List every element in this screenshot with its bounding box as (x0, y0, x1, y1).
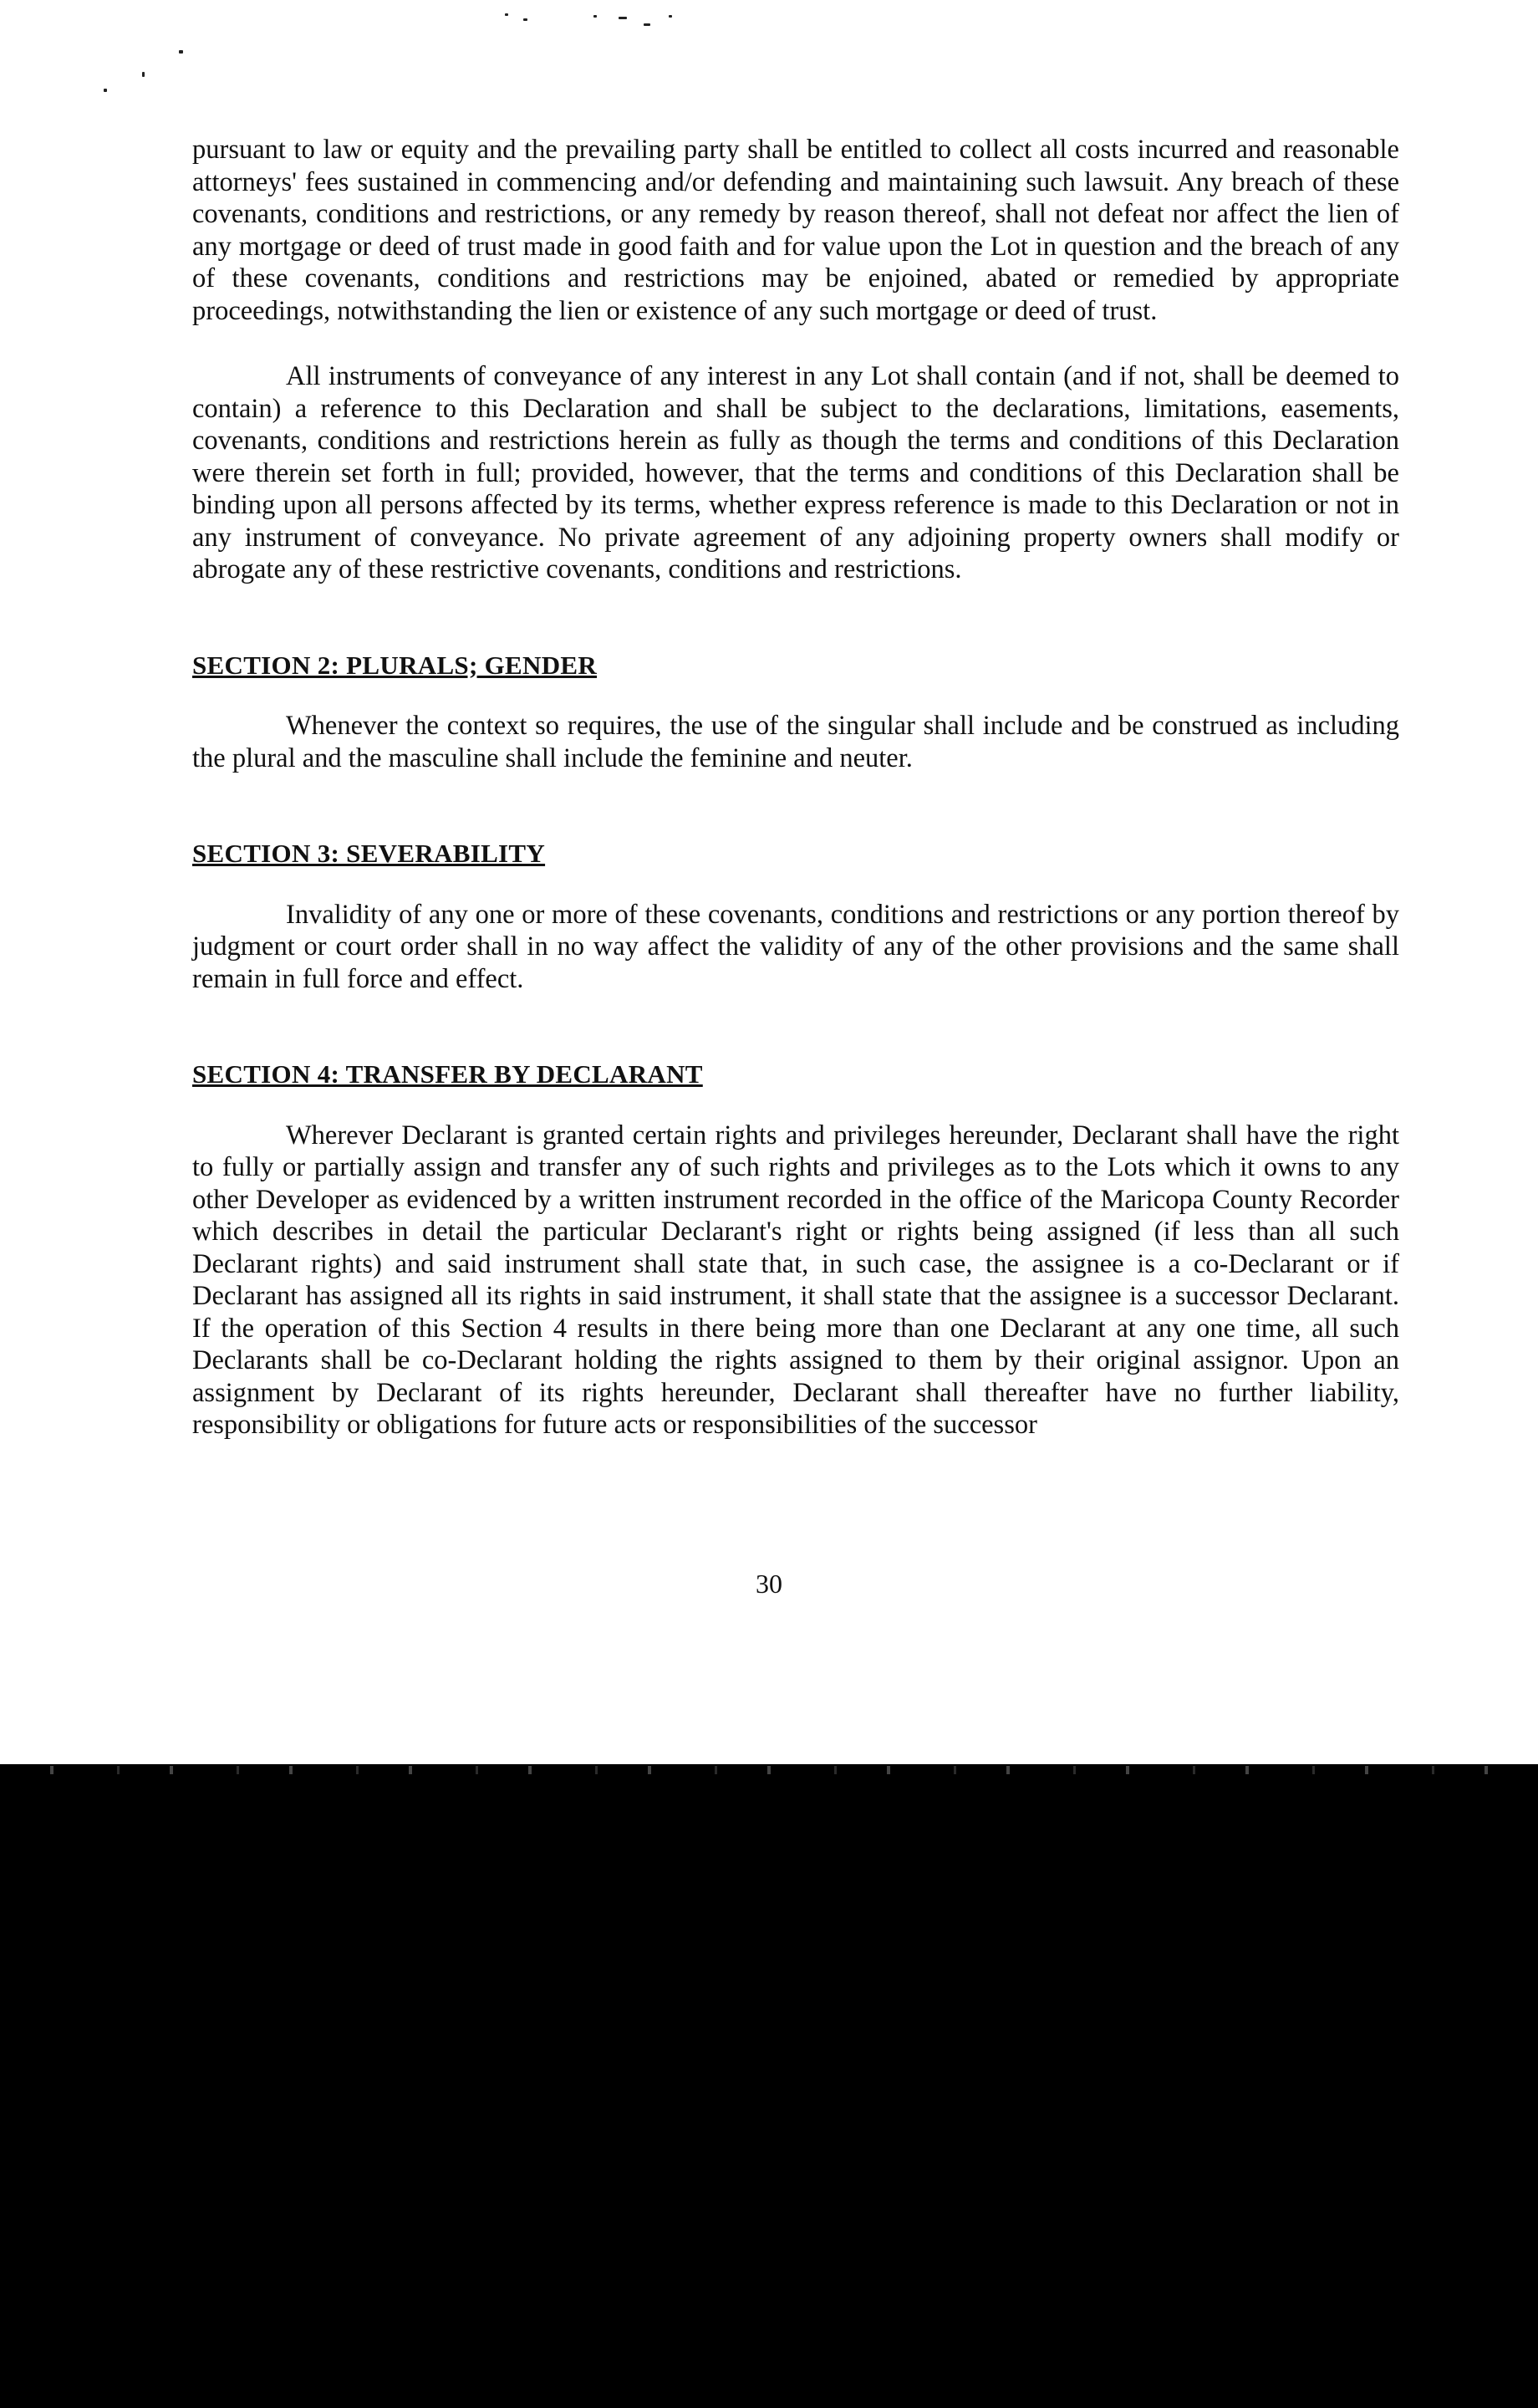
scan-black-margin (0, 1764, 1538, 2408)
scan-speck (593, 15, 597, 18)
section-3-heading: SECTION 3: SEVERABILITY (192, 839, 546, 868)
scan-speck (104, 89, 107, 92)
section-3-body: Invalidity of any one or more of these covenants, conditions and restrictions or any portion thereof by judgment or court order shall in no way affect the validity of any of the other provisions and the same shall remain in full force and effect. (192, 899, 1399, 994)
scan-speck (505, 13, 508, 16)
scan-speck (619, 17, 627, 19)
scan-speck (669, 15, 672, 18)
scan-speck (142, 72, 145, 77)
scan-speck (179, 50, 183, 54)
section-4-body: Wherever Declarant is granted certain rights and privileges hereunder, Declarant shall have the right to fully or partially assign and transfer any of such rights and privileges as to the Lots which it owns to any other Developer as evidenced by a written instrument recorded in the office of the Maricopa County Recorder which describes in detail the particular Declarant's right or rights being assigned (if less than all such Declarant rights) and said instrument shall state that, in such case, the assignee is a co-Declarant or if Declarant has assigned all its rights in said instrument, it shall state that the assignee is a successor Declarant. If the operation of this Section 4 results in there being more than one Declarant at any one time, all such Declarants shall be co-Declarant holding the rights assigned to them by their original assignor. Upon an assignment by Declarant of its rights hereunder, Declarant shall thereafter have no further liability, responsibility or obligations for future acts or responsibilities of the successor (192, 1120, 1399, 1440)
scan-speck (523, 18, 527, 21)
intro-paragraph-2: All instruments of conveyance of any interest in any Lot shall contain (and if not, shall be deemed to contain) a reference to this Declaration and shall be subject to the declarations, limitations, easements, covenants, conditions and restrictions herein as fully as though the terms and conditions of this Declaration were therein set forth in full; provided, however, that the terms and conditions of this Declaration shall be binding upon all persons affected by its terms, whether express reference is made to this Declaration or not in any instrument of conveyance. No private agreement of any adjoining property owners shall modify or abrogate any of these restrictive covenants, conditions and restrictions. (192, 361, 1399, 584)
section-4-heading: SECTION 4: TRANSFER BY DECLARANT (192, 1059, 703, 1089)
intro-paragraph-1: pursuant to law or equity and the prevailing party shall be entitled to collect all costs incurred and reasonable attorneys' fees sustained in commencing and/or defending and maintaining such lawsuit. Any breach of these covenants, conditions and restrictions, or any remedy by reason thereof, shall not defeat nor affect the lien of any mortgage or deed of trust made in good faith and for value upon the Lot in question and the breach of any of these covenants, conditions and restrictions may be enjoined, abated or remedied by appropriate proceedings, notwithstanding the lien or existence of any such mortgage or deed of trust. (192, 135, 1399, 326)
section-2-body: Whenever the context so requires, the use of the singular shall include and be construed as including the plural and the masculine shall include the feminine and neuter. (192, 711, 1399, 773)
document-body (192, 134, 1399, 1441)
scan-speck (644, 23, 650, 26)
page-number: 30 (756, 1569, 782, 1599)
scan-edge-noise (0, 1766, 1538, 1774)
section-2-heading: SECTION 2: PLURALS; GENDER (192, 650, 598, 680)
